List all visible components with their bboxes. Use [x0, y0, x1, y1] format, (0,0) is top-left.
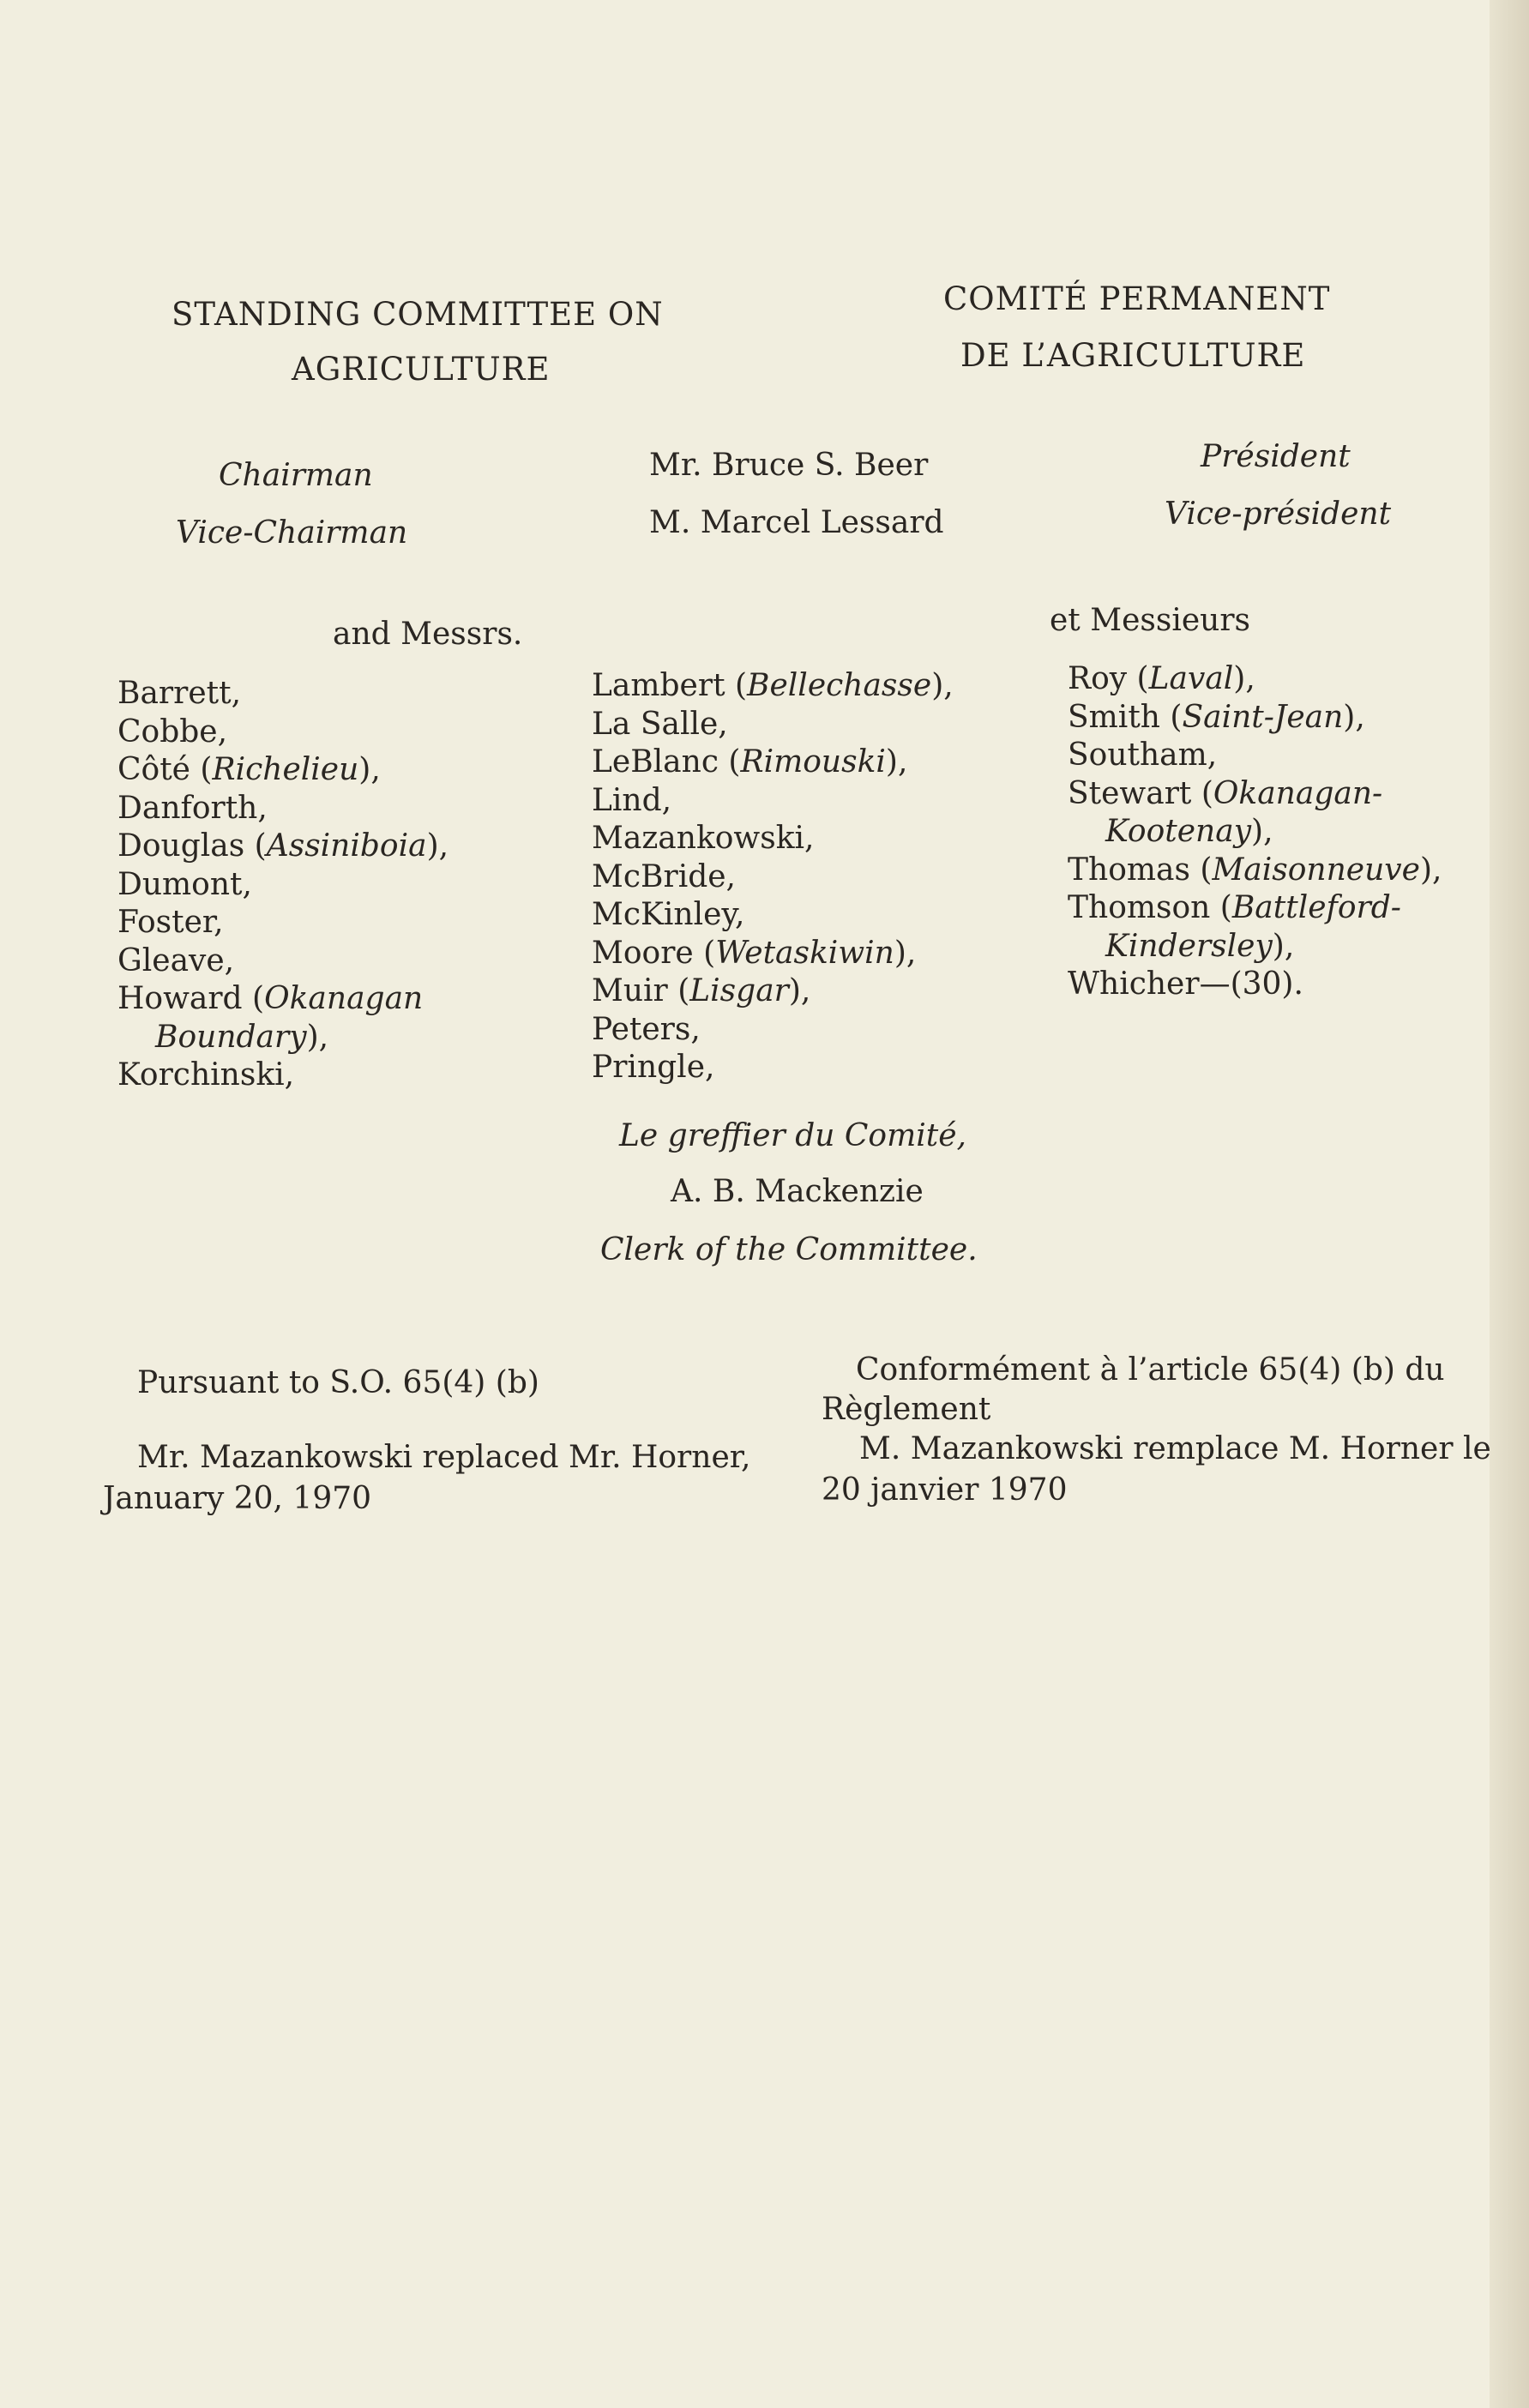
member-text: Dumont,: [117, 866, 252, 902]
member-entry: [117, 828, 448, 866]
member-entry: [1068, 813, 1442, 852]
member-text: LeBlanc (: [592, 744, 741, 780]
members-column-2: [592, 667, 954, 1087]
member-text: ),: [358, 752, 381, 787]
member-entry: [117, 713, 448, 752]
chairman-label: Chairman: [219, 458, 373, 493]
member-text: ),: [1251, 814, 1273, 849]
member-entry: [592, 896, 954, 935]
member-entry: [592, 1011, 954, 1050]
member-text: Roy (: [1068, 661, 1149, 696]
member-entry: [117, 866, 448, 905]
fr-title-line1: COMITÉ PERMANENT: [943, 280, 1331, 317]
en-pursuant-text: Pursuant to S.O. 65(4) (b): [137, 1365, 539, 1400]
page-edge-shadow: [1490, 0, 1529, 2408]
member-riding: Maisonneuve: [1212, 852, 1420, 888]
member-text: ),: [788, 973, 811, 1008]
member-entry: [592, 972, 954, 1011]
member-text: Foster,: [117, 905, 224, 940]
member-entry: [1068, 660, 1442, 699]
greffier-label: Le greffier du Comité,: [619, 1118, 966, 1153]
member-entry: [592, 743, 954, 782]
member-text: Cobbe,: [117, 713, 228, 749]
member-entry: [592, 706, 954, 744]
et-messieurs-label: et Messieurs: [1050, 603, 1251, 638]
member-text: ),: [306, 1019, 329, 1055]
member-entry: [1068, 889, 1442, 928]
member-riding: Battleford-: [1231, 890, 1401, 925]
members-column-1: [117, 675, 448, 1095]
member-riding: Assiniboia: [266, 828, 427, 864]
member-riding: Wetaskiwin: [715, 935, 894, 971]
member-text: ),: [931, 668, 954, 703]
fr-remplace-line1: M. Mazankowski remplace M. Horner le: [859, 1431, 1491, 1466]
fr-conformement-line1: Conformément à l’article 65(4) (b) du: [856, 1352, 1445, 1388]
member-riding: Rimouski: [740, 744, 886, 780]
member-text: ),: [1343, 699, 1365, 735]
member-riding: Okanagan: [264, 981, 424, 1016]
clerk-name: A. B. Mackenzie: [671, 1174, 924, 1209]
member-text: Danforth,: [117, 790, 268, 826]
member-entry: [592, 820, 954, 858]
member-riding: Richelieu: [212, 752, 359, 787]
member-entry: [117, 751, 448, 790]
member-text: Gleave,: [117, 942, 235, 978]
member-text: Thomas (: [1068, 852, 1213, 888]
member-entry: [117, 904, 448, 942]
member-text: Mazankowski,: [592, 821, 815, 856]
president-label: Président: [1201, 439, 1351, 474]
member-riding: Laval: [1148, 661, 1234, 696]
member-entry: [1068, 737, 1442, 775]
member-text: La Salle,: [592, 706, 728, 742]
member-text: McBride,: [592, 858, 736, 894]
member-riding: Okanagan-: [1213, 775, 1383, 811]
fr-remplace-line2: 20 janvier 1970: [822, 1472, 1068, 1508]
member-text: Peters,: [592, 1011, 701, 1047]
member-riding: Boundary: [155, 1019, 307, 1055]
en-title-line1: STANDING COMMITTEE ON: [172, 296, 664, 333]
fr-title-line2: DE L’AGRICULTURE: [960, 337, 1306, 374]
member-entry: [592, 1049, 954, 1087]
member-entry: [117, 980, 448, 1019]
members-column-3: [1068, 660, 1442, 1004]
member-text: ),: [1233, 661, 1255, 696]
member-text: Muir (: [592, 973, 690, 1008]
vice-president-label: Vice-président: [1165, 497, 1392, 532]
member-text: Howard (: [117, 981, 265, 1016]
en-title-line2: AGRICULTURE: [292, 351, 551, 388]
member-text: Stewart (: [1068, 775, 1213, 811]
chairman-name: Mr. Bruce S. Beer: [649, 448, 929, 483]
member-entry: [1068, 775, 1442, 814]
member-entry: [117, 942, 448, 981]
member-text: Thomson (: [1068, 890, 1232, 925]
member-text: Lind,: [592, 782, 672, 818]
member-entry: [592, 858, 954, 897]
member-text: Korchinski,: [117, 1057, 295, 1093]
member-entry: [1068, 852, 1442, 890]
member-entry: [592, 782, 954, 821]
member-text: ),: [1272, 928, 1295, 964]
member-entry: [117, 790, 448, 828]
member-entry: [1068, 966, 1442, 1004]
member-text: ),: [1419, 852, 1442, 888]
member-entry: [1068, 699, 1442, 737]
member-riding: Bellechasse: [747, 668, 932, 703]
fr-conformement-line2: Règlement: [822, 1392, 991, 1427]
clerk-label: Clerk of the Committee.: [600, 1232, 978, 1267]
member-text: Douglas (: [117, 828, 267, 864]
en-replaced-line1: Mr. Mazankowski replaced Mr. Horner,: [137, 1440, 751, 1475]
member-entry: [592, 667, 954, 706]
member-entry: [117, 675, 448, 713]
vice-chairman-name: M. Marcel Lessard: [649, 505, 944, 540]
member-riding: Kootenay: [1105, 814, 1252, 849]
en-replaced-line2: January 20, 1970: [103, 1481, 372, 1516]
member-text: Smith (: [1068, 699, 1183, 735]
member-riding: Kindersley: [1105, 928, 1273, 964]
member-entry: [1068, 928, 1442, 966]
and-messrs-label: and Messrs.: [333, 617, 523, 652]
member-text: Pringle,: [592, 1050, 715, 1085]
member-riding: Lisgar: [689, 973, 789, 1008]
member-riding: Saint-Jean: [1182, 699, 1344, 735]
member-text: Barrett,: [117, 676, 242, 711]
member-entry: [117, 1019, 448, 1057]
member-text: ),: [894, 935, 917, 971]
member-text: Whicher—(30).: [1068, 966, 1303, 1002]
member-text: Lambert (: [592, 668, 748, 703]
member-text: ),: [426, 828, 449, 864]
member-text: McKinley,: [592, 897, 745, 932]
member-text: Southam,: [1068, 737, 1218, 773]
vice-chairman-label: Vice-Chairman: [176, 515, 408, 551]
member-entry: [592, 935, 954, 973]
member-entry: [117, 1057, 448, 1095]
member-text: Moore (: [592, 935, 716, 971]
member-text: ),: [885, 744, 908, 780]
member-text: Côté (: [117, 752, 213, 787]
